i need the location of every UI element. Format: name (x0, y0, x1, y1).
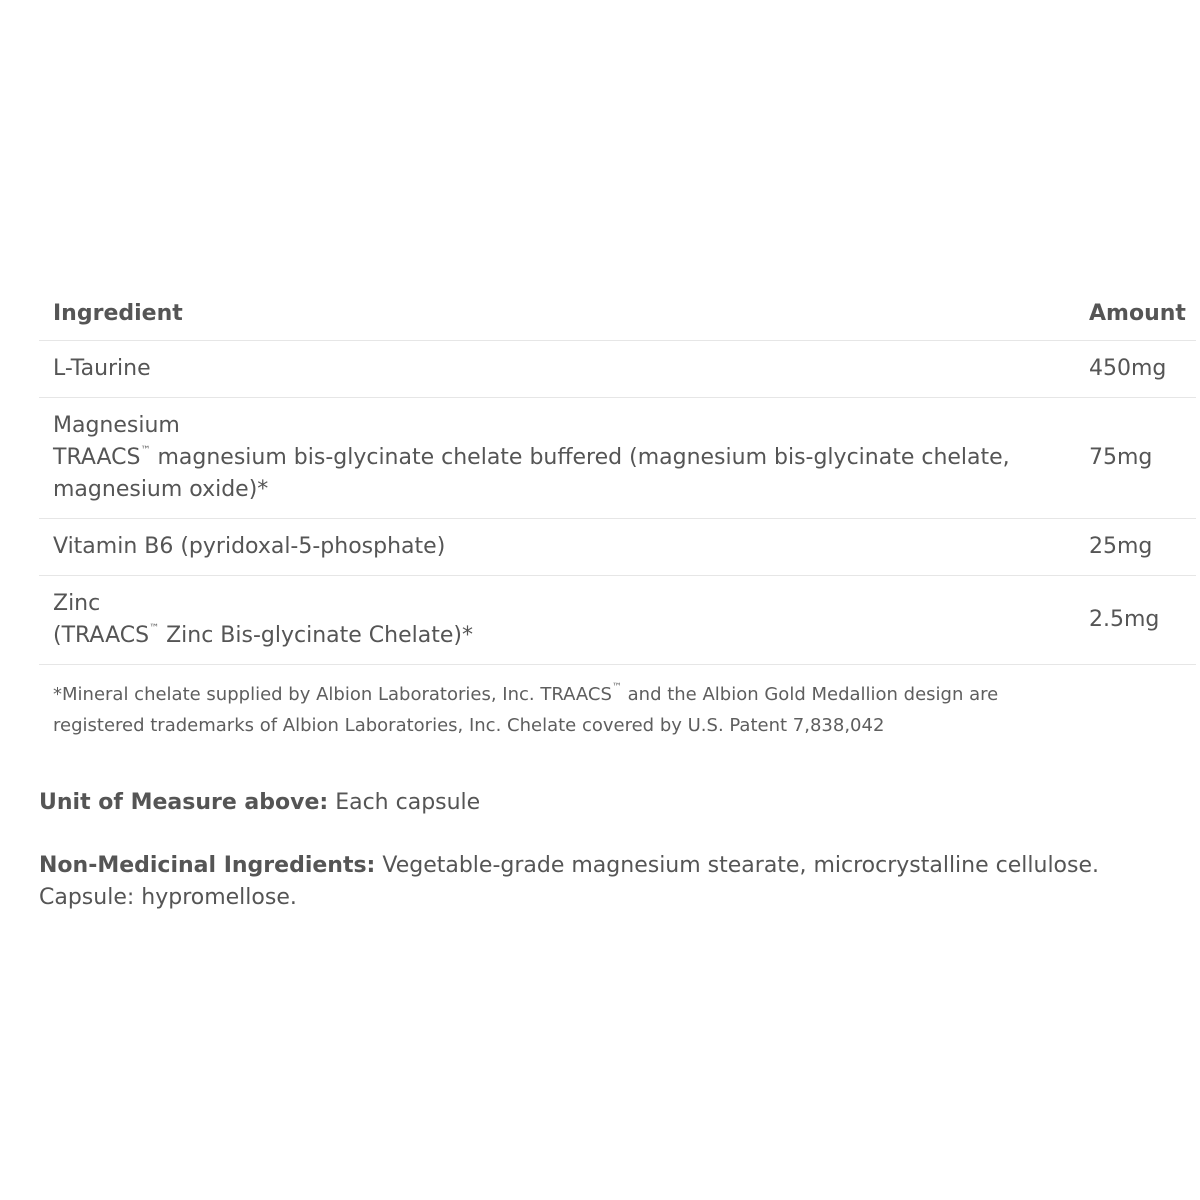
header-ingredient: Ingredient (53, 301, 183, 326)
ingredient-name: Zinc (53, 591, 101, 616)
detail-prefix: (TRAACS (53, 623, 150, 648)
ingredient-name: L-Taurine (53, 356, 151, 381)
footnote-prefix: *Mineral chelate supplied by Albion Laboratories, Inc. TRAACS (53, 684, 612, 705)
ingredient-detail (53, 445, 1010, 502)
ingredient-cell (39, 576, 1089, 665)
table-row (39, 519, 1196, 576)
chelate-footnote (53, 679, 1013, 741)
ingredient-name: Vitamin B6 (pyridoxal-5-phosphate) (53, 534, 446, 559)
amount-cell: 75mg (1089, 398, 1196, 519)
table-row (39, 398, 1196, 519)
footnote-suffix: and the Albion Gold Medallion design are registered trademarks of Albion Laboratories, Inc. Chelate covered by U.S. Patent 7,838,042 (53, 684, 999, 736)
non-medicinal-ingredients (39, 850, 1169, 914)
ingredient-detail (53, 623, 473, 648)
amount-cell: 25mg (1089, 519, 1196, 576)
table-header-row (39, 292, 1196, 341)
amount-cell: 450mg (1089, 341, 1196, 398)
detail-suffix: magnesium bis-glycinate chelate buffered (magnesium bis-glycinate chelate, magnesium oxide)* (53, 445, 1010, 502)
non-medicinal-value: Vegetable-grade magnesium stearate, microcrystalline cellulose. Capsule: hypromellose. (39, 853, 1100, 910)
unit-of-measure-value: Each capsule (328, 790, 481, 815)
amount-cell: 2.5mg (1089, 576, 1196, 665)
non-medicinal-label: Non-Medicinal Ingredients: (39, 853, 376, 878)
trademark-symbol: ™ (140, 445, 151, 456)
ingredient-cell (39, 398, 1089, 519)
table-row (39, 341, 1196, 398)
table-row (39, 576, 1196, 665)
trademark-symbol: ™ (611, 682, 622, 693)
ingredient-cell (39, 519, 1089, 576)
detail-prefix: TRAACS (53, 445, 141, 470)
detail-suffix: Zinc Bis-glycinate Chelate)* (159, 623, 473, 648)
unit-of-measure (39, 787, 1169, 819)
ingredient-cell (39, 341, 1089, 398)
unit-of-measure-label: Unit of Measure above: (39, 790, 329, 815)
ingredient-name: Magnesium (53, 413, 180, 438)
trademark-symbol: ™ (149, 623, 160, 634)
ingredients-table (39, 292, 1196, 665)
header-amount: Amount (1089, 301, 1186, 326)
